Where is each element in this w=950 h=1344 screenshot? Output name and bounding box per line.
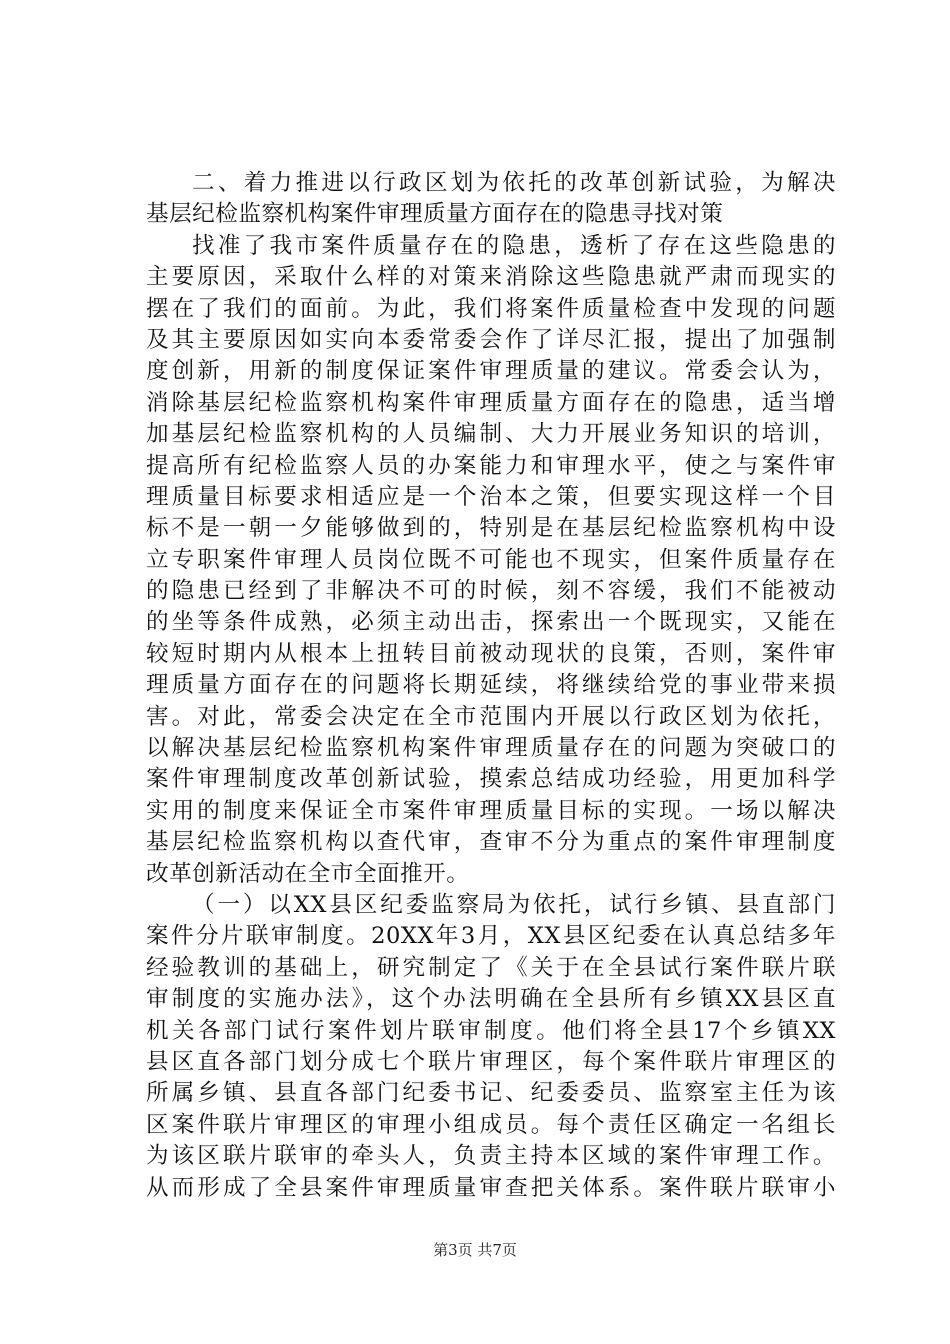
- text-line: 为该区联片联审的牵头人，负责主持本区域的案件审理工作。: [146, 1143, 836, 1170]
- text-line: 害。对此，常委会决定在全市范围内开展以行政区划为依托，: [146, 703, 836, 730]
- text-line: 区案件联片审理区的审理小组成员。每个责任区确定一名组长: [146, 1111, 836, 1138]
- text-line: 实用的制度来保证全市案件审理质量目标的实现。一场以解决: [146, 797, 836, 824]
- text-line: 二、着力推进以行政区划为依托的改革创新试验，为解决: [192, 170, 836, 196]
- text-line: 消除基层纪检监察机构案件审理质量方面存在的隐患，适当增: [146, 389, 836, 416]
- text-line: 度创新，用新的制度保证案件审理质量的建议。常委会认为，: [146, 358, 836, 385]
- text-line: 的隐患已经到了非解决不可的时候，刻不容缓，我们不能被动: [146, 578, 836, 605]
- text-line: 及其主要原因如实向本委常委会作了详尽汇报，提出了加强制: [146, 326, 836, 353]
- text-line: 基层纪检监察机构案件审理质量方面存在的隐患寻找对策: [146, 201, 724, 228]
- text-line: 提高所有纪检监察人员的办案能力和审理水平，使之与案件审: [146, 452, 836, 479]
- text-line: 审制度的实施办法》，这个办法明确在全县所有乡镇XX县区直: [146, 986, 836, 1013]
- text-line: 基层纪检监察机构以查代审，查审不分为重点的案件审理制度: [146, 829, 836, 856]
- text-line: 理质量目标要求相适应是一个治本之策，但要实现这样一个目: [146, 483, 836, 510]
- page-footer: 第3页 共7页: [433, 1241, 517, 1259]
- text-line: 的坐等条件成熟，必须主动出击，探索出一个既现实，又能在: [146, 609, 836, 636]
- text-line: 改革创新活动在全市全面推开。: [146, 860, 470, 887]
- document-body: [146, 168, 836, 1204]
- text-line: 找准了我市案件质量存在的隐患，透析了存在这些隐患的: [192, 232, 836, 259]
- text-line: 从而形成了全县案件审理质量审查把关体系。案件联片联审小: [146, 1174, 836, 1201]
- text-line: 理质量方面存在的问题将长期延续，将继续给党的事业带来损: [146, 672, 836, 699]
- text-line: 主要原因，采取什么样的对策来消除这些隐患就严肃而现实的: [146, 264, 836, 291]
- text-line: 较短时期内从根本上扭转目前被动现状的良策，否则，案件审: [146, 640, 836, 667]
- text-line: 立专职案件审理人员岗位既不可能也不现实，但案件质量存在: [146, 546, 836, 573]
- text-line: 以解决基层纪检监察机构案件审理质量存在的问题为突破口的: [146, 735, 836, 762]
- text-line: 标不是一朝一夕能够做到的，特别是在基层纪检监察机构中设: [146, 515, 836, 542]
- text-line: 所属乡镇、县直各部门纪委书记、纪委委员、监察室主任为该: [146, 1080, 836, 1107]
- text-line: （一）以XX县区纪委监察局为依托，试行乡镇、县直部门: [192, 891, 836, 918]
- text-line: 县区直各部门划分成七个联片审理区，每个案件联片审理区的: [146, 1048, 836, 1075]
- text-line: 案件分片联审制度。20XX年3月，XX县区纪委在认真总结多年: [146, 923, 836, 950]
- text-line: 机关各部门试行案件划片联审制度。他们将全县17个乡镇XX: [146, 1017, 836, 1044]
- text-line: 加基层纪检监察机构的人员编制、大力开展业务知识的培训，: [146, 421, 836, 448]
- text-line: 经验教训的基础上，研究制定了《关于在全县试行案件联片联: [146, 954, 836, 981]
- text-line: 摆在了我们的面前。为此，我们将案件质量检查中发现的问题: [146, 295, 836, 322]
- text-line: 案件审理制度改革创新试验，摸索总结成功经验，用更加科学: [146, 766, 836, 793]
